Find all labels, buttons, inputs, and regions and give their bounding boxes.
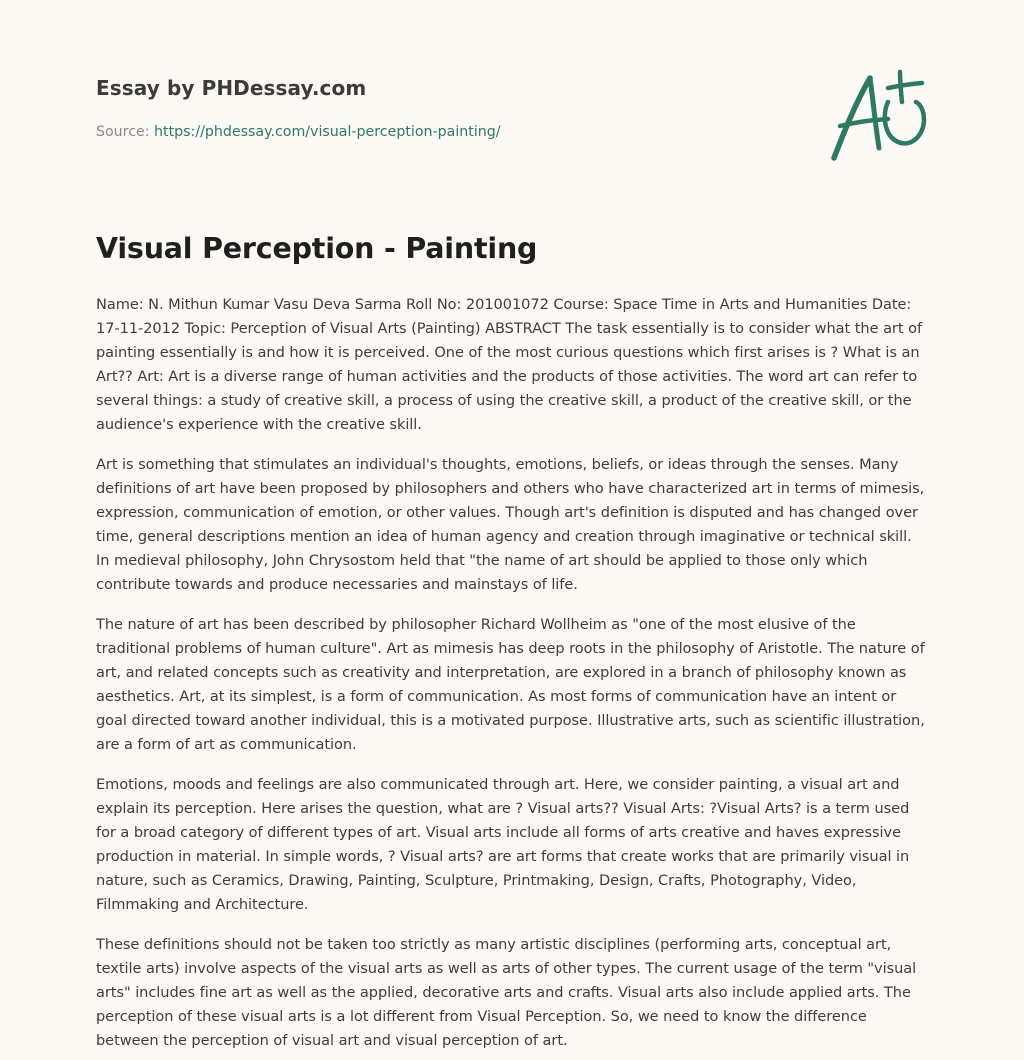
essay-paragraph: Emotions, moods and feelings are also communicated through art. Here, we consider painting, a visual art and explain its perception. Here arises the question, what are ? Visual arts?? Visual Arts: ?Visual Arts? is a term used for a broad category of different types of art. Visual arts include all forms of arts creative and haves expressive production in material. In simple words, ? Visual arts? are art forms that create works that are primarily visual in nature, such as Ceramics, Drawing, Painting, Sculpture, Printmaking, Design, Crafts, Photography, Video, Filmmaking and Architecture. [96,776,910,913]
source-label: Source: [96,124,150,140]
essay-paragraph: The nature of art has been described by philosopher Richard Wollheim as "one of the most elusive of the traditional problems of human culture". Art as mimesis has deep roots in the philosophy of Aristotle. The nature of art, and related concepts such as creativity and interpretation, are explored in a branch of philosophy known as aesthetics. Art, at its simplest, is a form of communication. As most forms of communication have an intent or goal directed toward another individual, this is a motivated purpose. Illustrative arts, such as scientific illustration, are a form of art as communication. [96,616,925,753]
site-title: Essay by PHDessay.com [96,76,367,100]
essay-paragraph: Art is something that stimulates an individual's thoughts, emotions, beliefs, or ideas through the senses. Many definitions of art have been proposed by philosophers and others who have characterized art in terms of mimesis, expression, communication of emotion, or other values. Though art's definition is disputed and has changed over time, general descriptions mention an idea of human agency and creation through imaginative or technical skill. In medieval philosophy, John Chrysostom held that "the name of art should be applied to those only which contribute towards and produce necessaries and mainstays of life. [96,456,925,593]
source-link[interactable]: https://phdessay.com/visual-perception-painting/ [154,124,501,140]
essay-title: Visual Perception - Painting [96,232,538,265]
essay-paragraph: These definitions should not be taken too strictly as many artistic disciplines (performing arts, conceptual art, textile arts) involve aspects of the visual arts as well as arts of other types. The current usage of the term "visual arts" includes fine art as well as the applied, decorative arts and crafts. Visual arts also include applied arts. The perception of these visual arts is a lot different from Visual Perception. So, we need to know the difference between the perception of visual art and visual perception of art. [96,936,917,1049]
essay-body [96,293,928,1053]
source-line [96,124,501,140]
a-plus-logo-icon [826,62,930,166]
essay-paragraph: Name: N. Mithun Kumar Vasu Deva Sarma Roll No: 201001072 Course: Space Time in Arts and Humanities Date: 17-11-2012 Topic: Perception of Visual Arts (Painting) ABSTRACT The task essentially is to consider what the art of painting essentially is and how it is perceived. One of the most curious questions which first arises is ? What is an Art?? Art: Art is a diverse range of human activities and the products of those activities. The word art can refer to several things: a study of creative skill, a process of using the creative skill, a product of the creative skill, or the audience's experience with the creative skill. [96,296,923,433]
page-header [96,0,928,190]
